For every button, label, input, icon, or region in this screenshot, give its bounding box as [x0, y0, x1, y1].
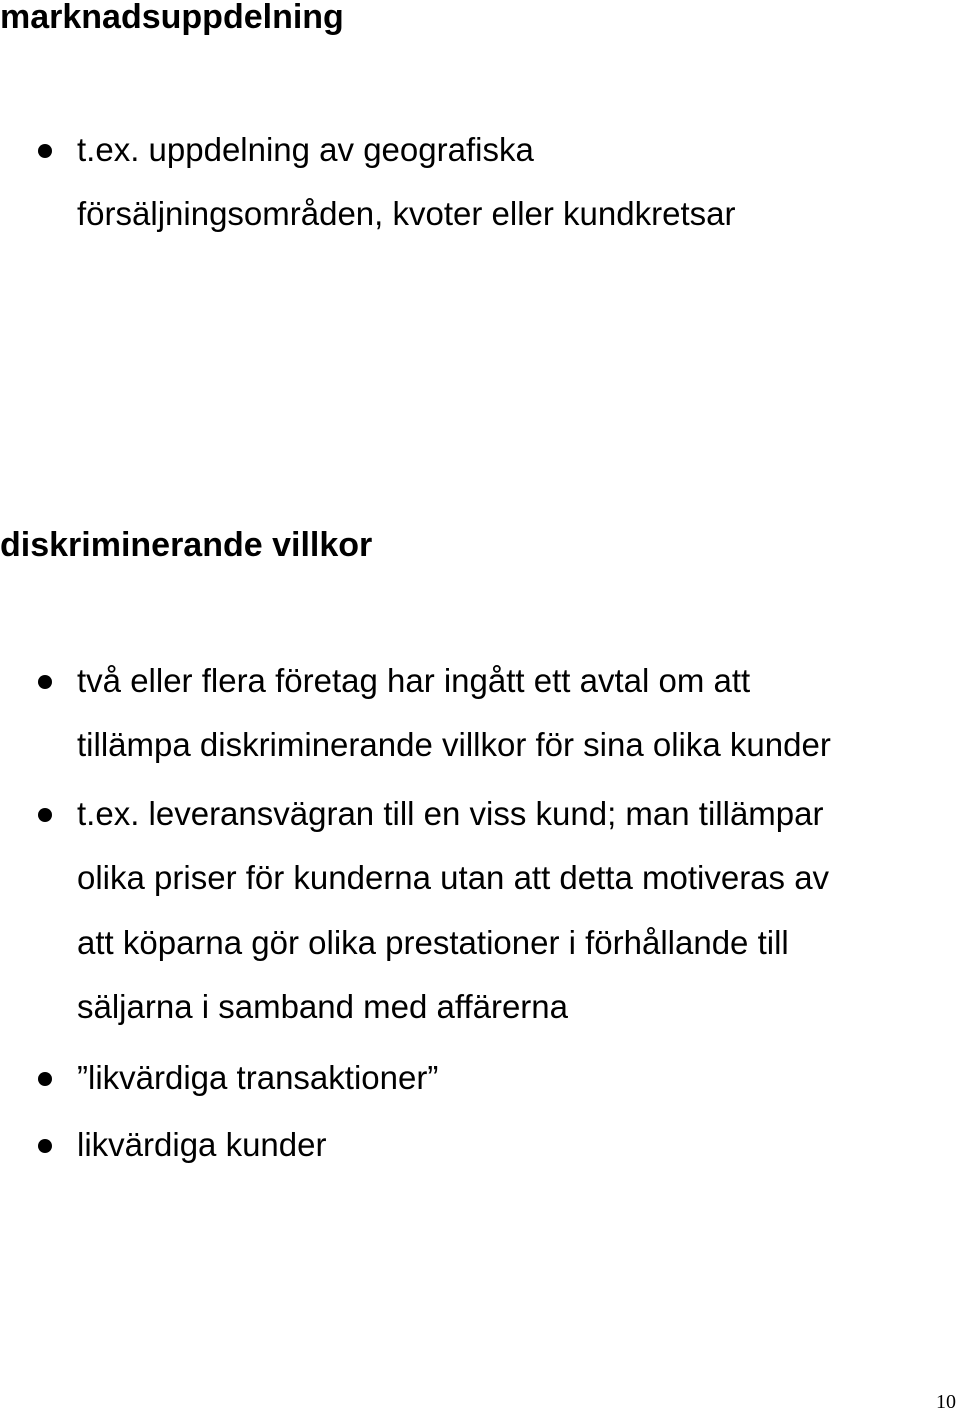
- list-item-text: likvärdiga kunder: [77, 1126, 327, 1163]
- list-item-text: försäljningsområden, kvoter eller kundkretsar: [77, 195, 736, 232]
- page-number: 10: [936, 1391, 956, 1413]
- section-heading-discriminatory-terms: diskriminerande villkor: [0, 526, 373, 564]
- bullet-icon: [38, 1072, 52, 1086]
- list-item-text: t.ex. uppdelning av geografiska: [77, 131, 534, 168]
- bullet-icon: [38, 675, 52, 689]
- list-item-text: olika priser för kunderna utan att detta motiveras av: [77, 859, 830, 896]
- list-item-text: ”likvärdiga transaktioner”: [77, 1059, 439, 1096]
- bullet-icon: [38, 1139, 52, 1153]
- bullet-icon: [38, 144, 52, 158]
- list-item-text: säljarna i samband med affärerna: [77, 988, 569, 1025]
- list-item-text: två eller flera företag har ingått ett avtal om att: [77, 662, 751, 699]
- list-item-text: t.ex. leveransvägran till en viss kund; man tillämpar: [77, 795, 824, 832]
- bullet-icon: [38, 808, 52, 822]
- list-item-text: tillämpa diskriminerande villkor för sina olika kunder: [77, 726, 831, 763]
- section-heading-market-division: marknadsuppdelning: [0, 0, 344, 36]
- list-item-text: att köparna gör olika prestationer i förhållande till: [77, 924, 789, 961]
